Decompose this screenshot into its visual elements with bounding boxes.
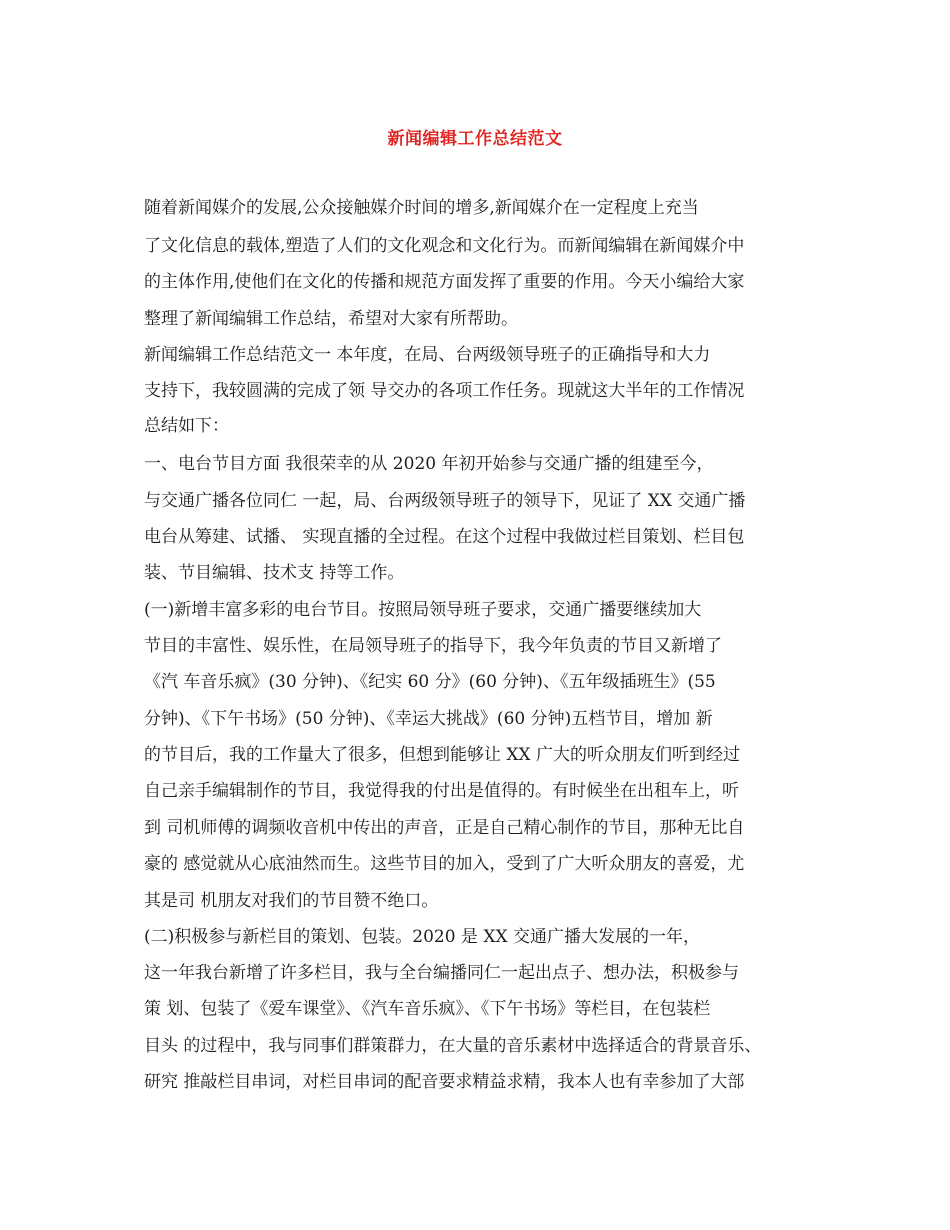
text-line: 与交通广播各位同仁 一起，局、台两级领导班子的领导下，见证了 XX 交通广播 bbox=[144, 491, 746, 511]
text-line: 策 划、包装了《爱车课堂》、《汽车音乐疯》、《下午书场》等栏目，在包装栏 bbox=[144, 999, 711, 1019]
text-line: 豪的 感觉就从心底油然而生。这些节目的加入，受到了广大听众朋友的喜爱，尤 bbox=[144, 854, 745, 874]
text-line: 一、电台节目方面 我很荣幸的从 2020 年初开始参与交通广播的组建至今， bbox=[144, 454, 714, 474]
text-line: 目头 的过程中，我与同事们群策群力，在大量的音乐素材中选择适合的背景音乐、 bbox=[144, 1036, 762, 1056]
text-line: 研究 推敲栏目串词，对栏目串词的配音要求精益求精，我本人也有幸参加了大部 bbox=[144, 1072, 745, 1092]
text-line: 整理了新闻编辑工作总结，希望对大家有所帮助。 bbox=[144, 309, 518, 329]
text-line: 装、节目编辑、技术支 持等工作。 bbox=[144, 563, 405, 583]
text-line: 的节目后，我的工作量大了很多，但想到能够让 XX 广大的听众朋友们听到经过 bbox=[144, 745, 741, 765]
text-line: 这一年我台新增了许多栏目，我与全台编播同仁一起出点子、想办法，积极参与 bbox=[144, 963, 739, 983]
text-line: 其是司 机朋友对我们的节目赞不绝口。 bbox=[144, 891, 439, 911]
text-line: 总结如下： bbox=[144, 416, 229, 436]
text-line: 节目的丰富性、娱乐性，在局领导班子的指导下，我今年负责的节目又新增了 bbox=[144, 636, 722, 656]
document-title: 新闻编辑工作总结范文 bbox=[387, 129, 563, 149]
text-line: 新闻编辑工作总结范文一 本年度，在局、台两级领导班子的正确指导和大力 bbox=[144, 345, 711, 365]
text-line: 到 司机师傅的调频收音机中传出的声音，正是自己精心制作的节目，那种无比自 bbox=[144, 818, 745, 838]
text-line: 支持下，我较圆满的完成了领 导交办的各项工作任务。现就这大半年的工作情况 bbox=[144, 381, 745, 401]
text-line: (二)积极参与新栏目的策划、包装。2020 是 XX 交通广播大发展的一年， bbox=[144, 927, 700, 947]
text-line: 《汽 车音乐疯》(30 分钟)、《纪实 60 分》(60 分钟)、《五年级插班生》(55 bbox=[144, 672, 716, 692]
text-line: (一)新增丰富多彩的电台节目。按照局领导班子要求，交通广播要继续加大 bbox=[144, 600, 702, 620]
text-line: 自己亲手编辑制作的节目，我觉得我的付出是值得的。有时候坐在出租车上，听 bbox=[144, 781, 739, 801]
text-line: 电台从筹建、试播、 实现直播的全过程。在这个过程中我做过栏目策划、栏目包 bbox=[144, 527, 745, 547]
text-line: 了文化信息的载体,塑造了人们的文化观念和文化行为。而新闻编辑在新闻媒介中 bbox=[144, 236, 745, 256]
text-line: 的主体作用,使他们在文化的传播和规范方面发挥了重要的作用。今天小编给大家 bbox=[144, 272, 745, 292]
text-line: 分钟)、《下午书场》(50 分钟)、《幸运大挑战》(60 分钟)五档节目，增加 新 bbox=[144, 709, 713, 729]
text-line: 随着新闻媒介的发展,公众接触媒介时间的增多,新闻媒介在一定程度上充当 bbox=[144, 198, 699, 218]
